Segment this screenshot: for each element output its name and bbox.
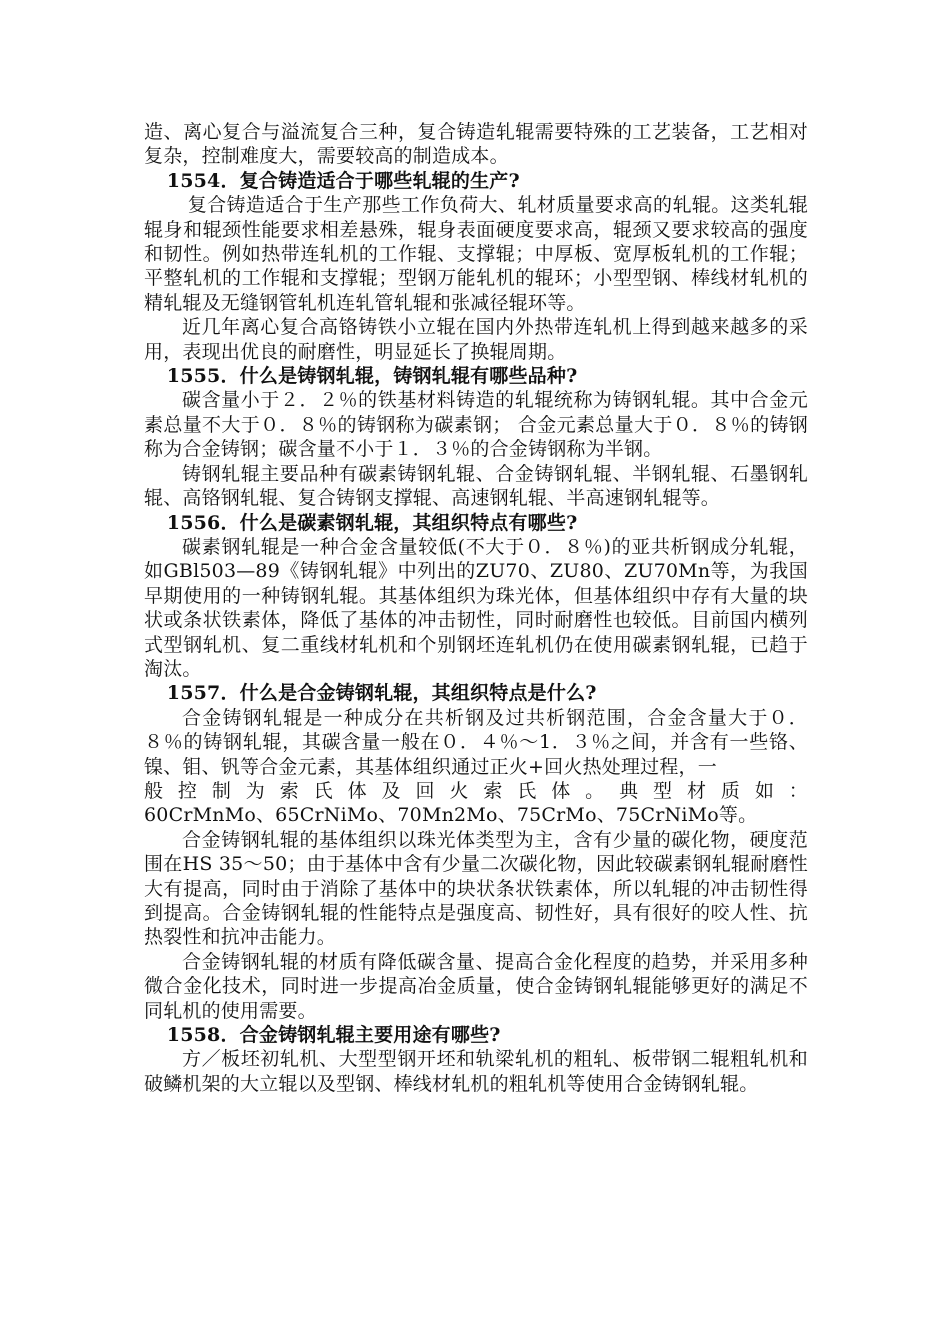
question-heading-1554: 1554．复合铸造适合于哪些轧辊的生产? <box>166 169 520 192</box>
question-heading-1555: 1555．什么是铸钢轧辊，铸钢轧辊有哪些品种? <box>166 365 578 388</box>
document-page <box>144 120 808 1096</box>
answer-paragraph-1558-a: 方／板坯初轧机、大型型钢开坯和轨梁轧机的粗轧、板带钢二辊粗轧机和破鳞机架的大立辊以及型钢、棒线材轧机的粗轧机等使用合金铸钢轧辊。 <box>144 1048 808 1095</box>
paragraph-continuation: 造、离心复合与溢流复合三种，复合铸造轧辊需要特殊的工艺装备，工艺相对复杂，控制难度大，需要较高的制造成本。 <box>144 121 808 168</box>
question-heading-1558: 1558．合金铸钢轧辊主要用途有哪些? <box>166 1024 501 1047</box>
answer-paragraph-1557-a-end: 60CrMnMo、65CrNiMo、70Mn2Mo、75CrMo、75CrNiMo等。 <box>144 804 758 827</box>
question-heading-1556: 1556．什么是碳素钢轧辊，其组织特点有哪些? <box>166 511 578 534</box>
answer-paragraph-1557-a <box>144 706 808 828</box>
answer-paragraph-1557-b: 合金铸钢轧辊的基体组织以珠光体类型为主，含有少量的碳化物，硬度范围在HS 35～50；由于基体中含有少量二次碳化物，因此较碳素钢轧辊耐磨性大有提高，同时由于消除了基体中的块状条状铁素体，所以轧辊的冲击韧性得到提高。合金铸钢轧辊的性能特点是强度高、韧性好，具有很好的咬人性、抗热裂性和抗冲击能力。 <box>144 828 808 949</box>
answer-paragraph-1555-a: 碳含量小于２．２％的铁基材料铸造的轧辊统称为铸钢轧辊。其中合金元素总量不大于０．８％的铸钢称为碳素钢； 合金元素总量大于０．８％的铸钢称为合金铸钢；碳含量不小于１．３％的合金铸钢称为半钢。 <box>144 389 808 461</box>
answer-paragraph-1554-b: 近几年离心复合高铬铸铁小立辊在国内外热带连轧机上得到越来越多的采用，表现出优良的耐磨性，明显延长了换辊周期。 <box>144 316 808 363</box>
answer-paragraph-1556-a: 碳素钢轧辊是一种合金含量较低(不大于０．８％)的亚共析钢成分轧辊，如GBl503—89《铸钢轧辊》中列出的ZU70、ZU80、ZU70Mn等，为我国早期使用的一种铸钢轧辊。其基体组织为珠光体，但基体组织中存有大量的块状或条状铁素体，降低了基体的冲击韧性，同时耐磨性也较低。目前国内横列式型钢轧机、复二重线材轧机和个别钢坯连轧机仍在使用碳素钢轧辊，已趋于淘汰。 <box>144 535 808 680</box>
answer-paragraph-1554-a: 复合铸造适合于生产那些工作负荷大、轧材质量要求高的轧辊。这类轧辊辊身和辊颈性能要求相差悬殊，辊身表面硬度要求高，辊颈又要求较高的强度和韧性。例如热带连轧机的工作辊、支撑辊；中厚板、宽厚板轧机的工作辊；平整轧机的工作辊和支撑辊；型钢万能轧机的辊环；小型型钢、棒线材轧机的精轧辊及无缝钢管轧机连轧管轧辊和张减径辊环等。 <box>144 194 808 314</box>
question-heading-1557: 1557．什么是合金铸钢轧辊，其组织特点是什么? <box>166 682 597 705</box>
answer-paragraph-1557-a-main: 合金铸钢轧辊是一种成分在共析钢及过共析钢范围，合金含量大于０．８％的铸钢轧辊，其碳含量一般在０．４％～1．３％之间，并含有一些铬、镍、钼、钒等合金元素，其基体组织通过正火+回火热处理过程，一 <box>144 706 808 778</box>
answer-paragraph-1557-c: 合金铸钢轧辊的材质有降低碳含量、提高合金化程度的趋势，并采用多种微合金化技术，同时进一步提高冶金质量，使合金铸钢轧辊能够更好的满足不同轧机的使用需要。 <box>144 950 808 1022</box>
answer-paragraph-1555-b: 铸钢轧辊主要品种有碳素铸钢轧辊、合金铸钢轧辊、半钢轧辊、石墨钢轧辊、高铬钢轧辊、复合铸钢支撑辊、高速钢轧辊、半高速钢轧辊等。 <box>144 462 808 510</box>
answer-paragraph-1557-a-spread-line: 般控制为索氏体及回火索氏体。典型材质如： <box>144 779 808 802</box>
